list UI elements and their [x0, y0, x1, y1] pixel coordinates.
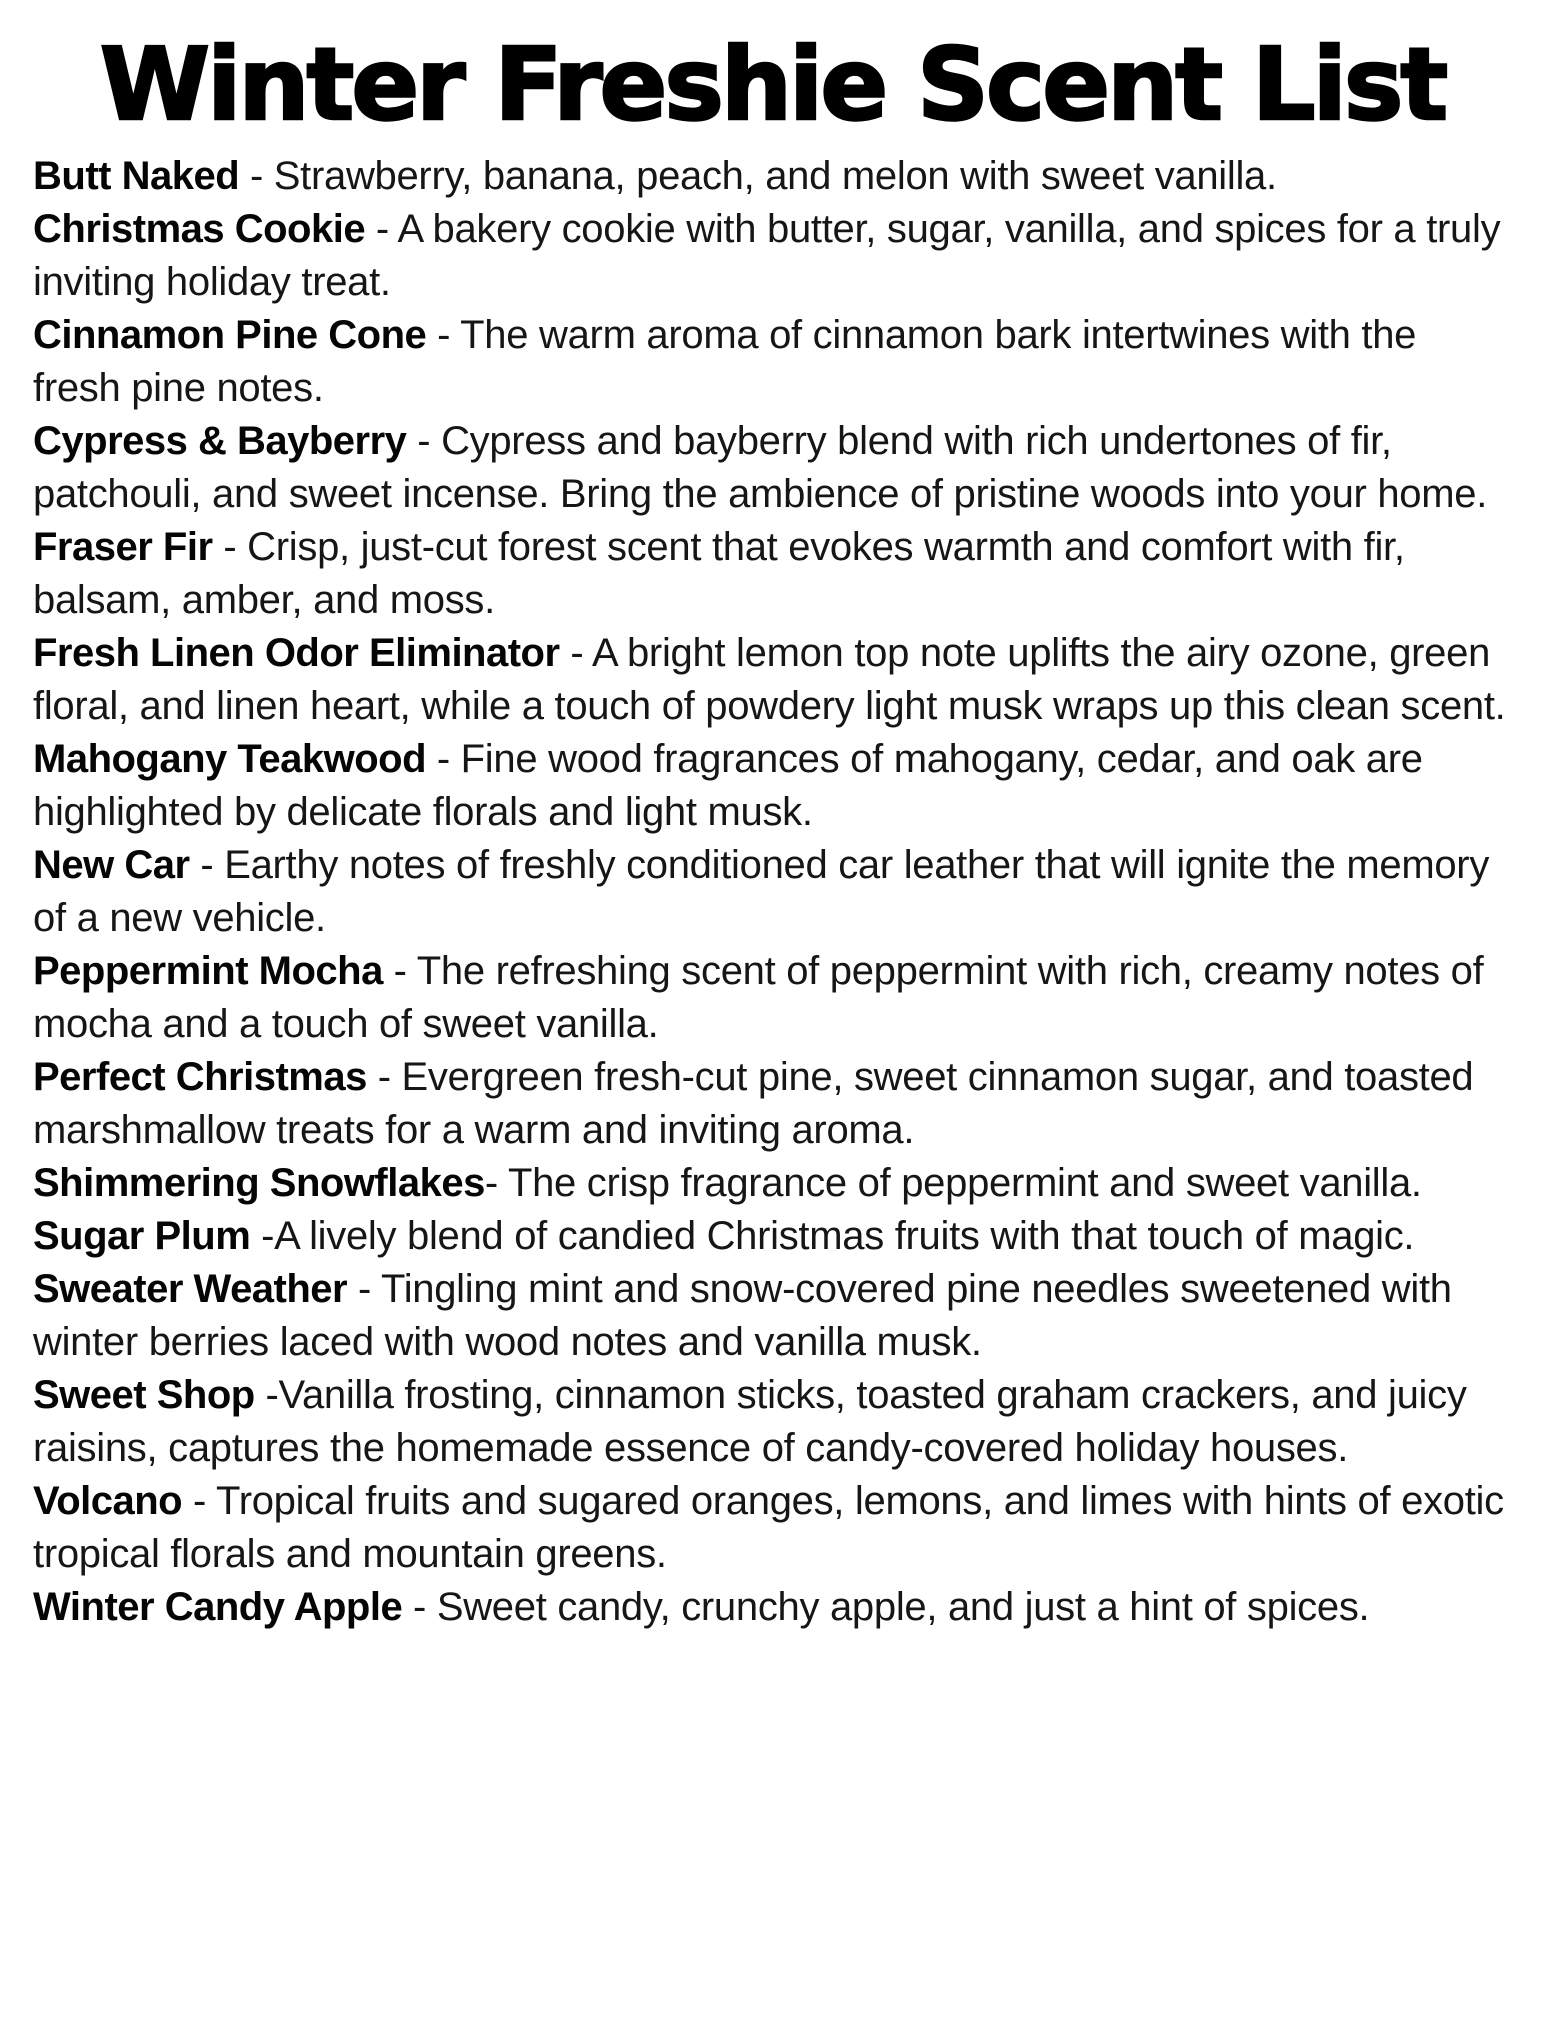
scent-description: - The refreshing scent of peppermint with rich, creamy notes of mocha and a touch of sweet vanilla.: [33, 949, 1484, 1046]
scent-description: - A bright lemon top note uplifts the airy ozone, green floral, and linen heart, while a touch of powdery light musk wraps up this clean scent.: [33, 631, 1506, 728]
scent-description: - Evergreen fresh-cut pine, sweet cinnamon sugar, and toasted marshmallow treats for a warm and inviting aroma.: [33, 1055, 1474, 1152]
scent-name: Sugar Plum: [33, 1214, 251, 1258]
scent-name: Volcano: [33, 1479, 183, 1523]
scent-list: [0, 150, 1545, 1634]
scent-list-item: [33, 1157, 1509, 1210]
scent-list-item: [33, 945, 1509, 1051]
scent-list-item: [33, 1051, 1509, 1157]
scent-description: -A lively blend of candied Christmas fruits with that touch of magic.: [250, 1214, 1415, 1258]
scent-list-item: [33, 1210, 1509, 1263]
scent-name: Sweet Shop: [33, 1373, 255, 1417]
document-page: [0, 26, 1545, 2030]
scent-name: Perfect Christmas: [33, 1055, 367, 1099]
scent-name: Sweater Weather: [33, 1267, 348, 1311]
scent-name: Fresh Linen Odor Eliminator: [33, 631, 560, 675]
scent-name: New Car: [33, 843, 190, 887]
scent-name: Cypress & Bayberry: [33, 419, 407, 463]
scent-name: Winter Candy Apple: [33, 1585, 403, 1629]
scent-list-item: [33, 309, 1509, 415]
scent-list-item: [33, 1369, 1509, 1475]
scent-description: - A bakery cookie with butter, sugar, vanilla, and spices for a truly inviting holiday treat.: [33, 207, 1501, 304]
scent-description: -Vanilla frosting, cinnamon sticks, toasted graham crackers, and juicy raisins, captures the homemade essence of candy-covered holiday houses.: [33, 1373, 1467, 1470]
scent-list-item: [33, 1581, 1509, 1634]
scent-list-item: [33, 203, 1509, 309]
scent-name: Mahogany Teakwood: [33, 737, 427, 781]
scent-list-item: [33, 1263, 1509, 1369]
scent-list-item: [33, 1475, 1509, 1581]
scent-description: - Earthy notes of freshly conditioned car leather that will ignite the memory of a new vehicle.: [33, 843, 1490, 940]
scent-description: - Tropical fruits and sugared oranges, lemons, and limes with hints of exotic tropical florals and mountain greens.: [33, 1479, 1504, 1576]
scent-name: Fraser Fir: [33, 525, 213, 569]
scent-description: - The crisp fragrance of peppermint and sweet vanilla.: [484, 1161, 1422, 1205]
scent-list-item: [33, 627, 1509, 733]
scent-list-item: [33, 733, 1509, 839]
scent-description: - The warm aroma of cinnamon bark intertwines with the fresh pine notes.: [33, 313, 1417, 410]
scent-list-item: [33, 521, 1509, 627]
scent-name: Butt Naked: [33, 154, 240, 198]
scent-description: - Fine wood fragrances of mahogany, cedar, and oak are highlighted by delicate florals and light musk.: [33, 737, 1423, 834]
scent-name: Shimmering Snowflakes: [33, 1161, 485, 1205]
scent-description: - Sweet candy, crunchy apple, and just a hint of spices.: [402, 1585, 1370, 1629]
page-title: Winter Freshie Scent List: [99, 26, 1446, 143]
scent-description: - Crisp, just-cut forest scent that evokes warmth and comfort with fir, balsam, amber, and moss.: [33, 525, 1405, 622]
scent-description: - Cypress and bayberry blend with rich undertones of fir, patchouli, and sweet incense. Bring the ambience of pristine woods into your home.: [33, 419, 1488, 516]
scent-list-item: [33, 150, 1509, 203]
scent-list-item: [33, 839, 1509, 945]
scent-name: Christmas Cookie: [33, 207, 366, 251]
scent-name: Cinnamon Pine Cone: [33, 313, 427, 357]
scent-name: Peppermint Mocha: [33, 949, 383, 993]
scent-list-item: [33, 415, 1509, 521]
scent-description: - Strawberry, banana, peach, and melon with sweet vanilla.: [239, 154, 1277, 198]
scent-description: - Tingling mint and snow-covered pine needles sweetened with winter berries laced with wood notes and vanilla musk.: [33, 1267, 1452, 1364]
